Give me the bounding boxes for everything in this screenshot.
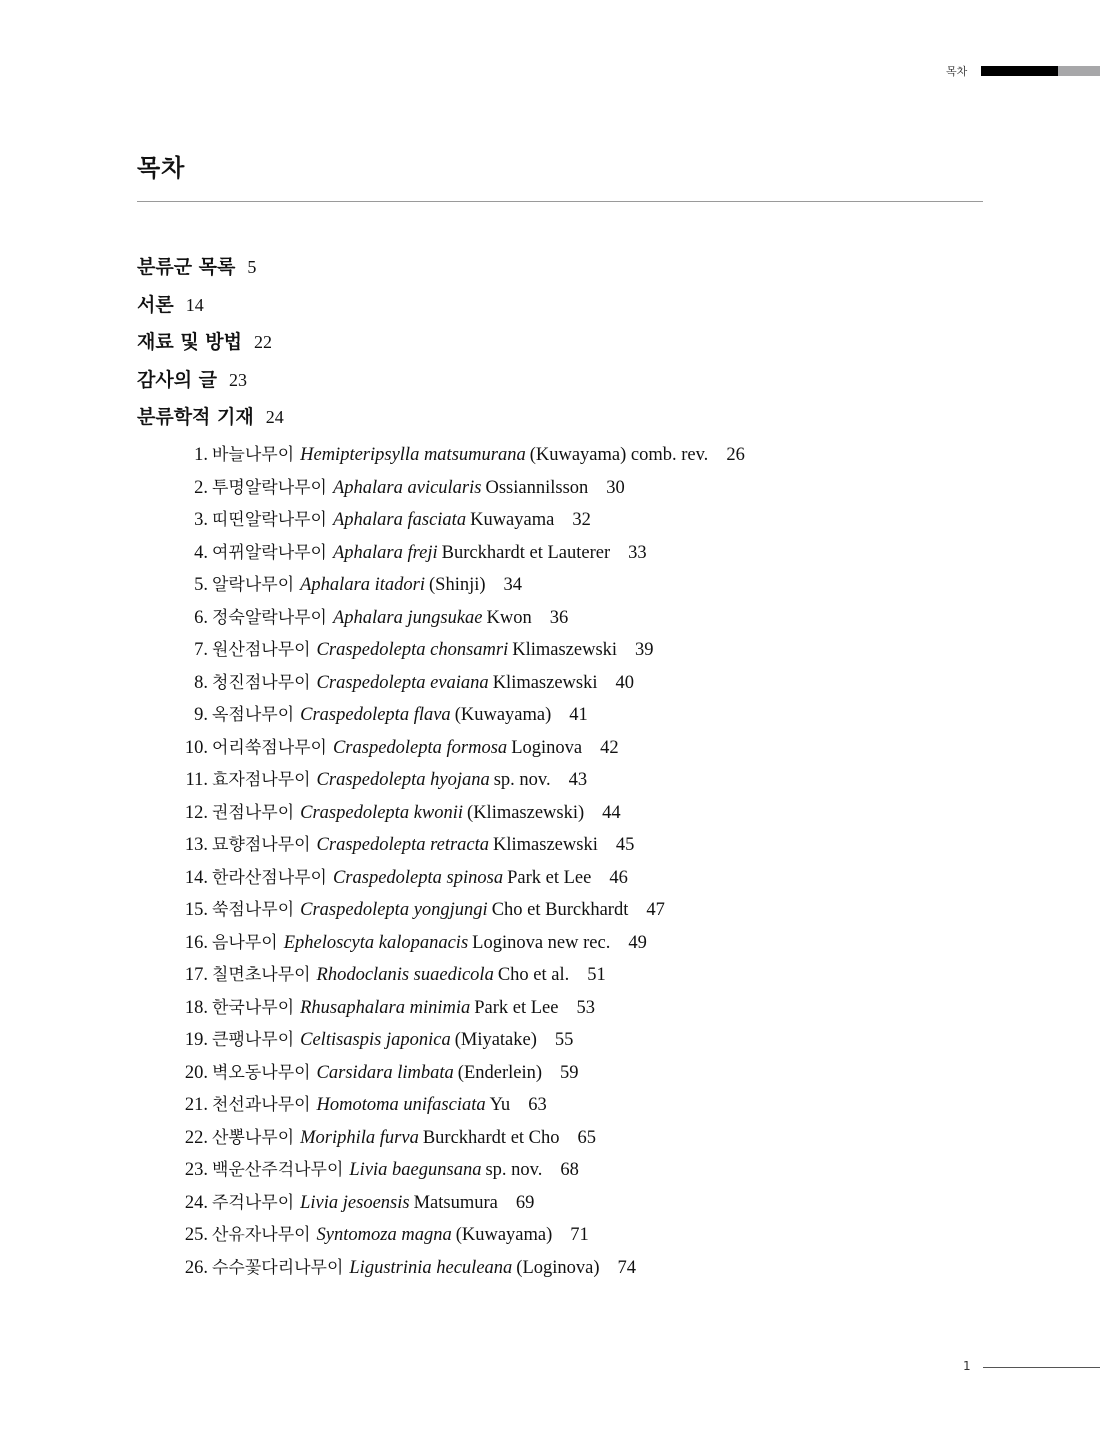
korean-name: 청진점나무이 <box>212 672 311 693</box>
toc-sections <box>137 252 284 440</box>
entry-page-number: 43 <box>568 770 588 790</box>
korean-name: 원산점나무이 <box>212 640 311 660</box>
entry-page-number: 74 <box>617 1257 637 1278</box>
author-citation: Loginova <box>511 737 583 758</box>
footer-rule <box>983 1367 1100 1368</box>
page-title: 목차 <box>137 154 186 182</box>
korean-name: 묘향점나무이 <box>212 835 311 855</box>
author-citation: (Loginova) <box>516 1257 600 1278</box>
entry-number: 4. <box>194 542 208 563</box>
entry-number: 17. <box>184 965 208 985</box>
entry-number: 14. <box>184 867 208 888</box>
author-citation: (Shinji) <box>429 575 486 595</box>
entry-page-number: 40 <box>615 672 634 693</box>
toc-species-entry[interactable] <box>168 1090 745 1123</box>
entry-page-number: 45 <box>615 835 635 855</box>
author-citation: (Kuwayama) comb. rev. <box>529 445 709 465</box>
toc-species-entry[interactable] <box>168 1123 745 1156</box>
korean-name: 정숙알락나무이 <box>212 607 327 628</box>
author-citation: Klimaszewski <box>493 835 598 855</box>
scientific-name: Livia baegunsana <box>349 1160 482 1180</box>
author-citation: Park et Lee <box>474 997 559 1018</box>
toc-species-entry[interactable] <box>168 440 745 473</box>
entry-number: 22. <box>184 1127 208 1148</box>
entry-page-number: 68 <box>560 1160 579 1180</box>
title-divider <box>137 201 983 202</box>
entry-page-number: 33 <box>628 542 647 563</box>
korean-name: 한국나무이 <box>212 997 295 1018</box>
korean-name: 투명알락나무이 <box>212 477 327 498</box>
author-citation: sp. nov. <box>485 1160 543 1180</box>
toc-species-entry[interactable] <box>168 1188 745 1221</box>
entry-number: 19. <box>184 1030 208 1050</box>
entry-page-number: 39 <box>635 640 654 660</box>
author-citation: Loginova new rec. <box>472 932 611 953</box>
entry-page-number: 69 <box>515 1192 535 1213</box>
entry-number: 5. <box>194 575 208 595</box>
author-citation: Klimaszewski <box>512 640 618 660</box>
entry-page-number: 53 <box>576 997 595 1018</box>
section-page-number: 23 <box>229 369 248 390</box>
toc-species-entry[interactable] <box>168 570 745 603</box>
page-number: 1 <box>963 1359 971 1373</box>
entry-page-number: 41 <box>569 705 588 725</box>
korean-name: 띠띤알락나무이 <box>212 510 327 530</box>
korean-name: 쑥점나무이 <box>212 900 295 920</box>
korean-name: 여뀌알락나무이 <box>212 542 327 563</box>
korean-name: 음나무이 <box>212 932 278 953</box>
entry-number: 3. <box>194 510 208 530</box>
toc-species-entry[interactable] <box>168 635 745 668</box>
author-citation: (Kuwayama) <box>455 1225 553 1245</box>
entry-number: 21. <box>184 1095 208 1115</box>
toc-species-entry[interactable] <box>168 1253 745 1286</box>
section-page-number: 14 <box>185 294 204 315</box>
author-citation: Park et Lee <box>507 867 592 888</box>
author-citation: sp. nov. <box>493 770 551 790</box>
entry-number: 9. <box>194 705 208 725</box>
korean-name: 산유자나무이 <box>212 1225 311 1245</box>
entry-number: 18. <box>184 997 208 1018</box>
toc-species-entry[interactable] <box>168 538 745 571</box>
entry-page-number: 71 <box>570 1225 589 1245</box>
scientific-name: Moriphila furva <box>300 1127 419 1148</box>
entry-number: 12. <box>184 802 208 823</box>
section-label: 분류군 목록 <box>137 256 236 278</box>
toc-species-entry[interactable] <box>168 1025 745 1058</box>
toc-species-list <box>168 440 745 1285</box>
entry-page-number: 44 <box>602 802 621 823</box>
scientific-name: Aphalara itadori <box>300 575 426 595</box>
entry-page-number: 46 <box>609 867 628 888</box>
toc-species-entry[interactable] <box>168 473 745 506</box>
section-page-number: 22 <box>254 332 272 352</box>
korean-name: 천선과나무이 <box>212 1095 311 1115</box>
header-bar-black <box>981 66 1058 76</box>
scientific-name: Homotoma unifasciata <box>316 1095 486 1115</box>
author-citation: Yu <box>489 1095 511 1115</box>
author-citation: (Enderlein) <box>457 1062 543 1083</box>
korean-name: 알락나무이 <box>212 575 295 595</box>
entry-number: 1. <box>194 445 208 465</box>
entry-number: 6. <box>194 607 208 628</box>
entry-number: 11. <box>185 770 208 790</box>
section-page-number: 24 <box>265 407 284 427</box>
author-citation: (Klimaszewski) <box>467 802 585 823</box>
toc-species-entry[interactable] <box>168 700 745 733</box>
author-citation: Ossiannilsson <box>485 477 589 498</box>
section-label: 서론 <box>137 293 174 316</box>
toc-species-entry[interactable] <box>168 1220 745 1253</box>
toc-species-entry[interactable] <box>168 863 745 896</box>
scientific-name: Aphalara fasciata <box>332 510 467 530</box>
toc-species-entry[interactable] <box>168 1155 745 1188</box>
scientific-name: Aphalara jungsukae <box>332 607 483 628</box>
author-citation: (Kuwayama) <box>454 705 552 725</box>
scientific-name: Hemipteripsylla matsumurana <box>300 445 526 465</box>
entry-number: 2. <box>194 477 208 498</box>
author-citation: Kuwayama <box>470 510 555 530</box>
entry-page-number: 63 <box>528 1095 547 1115</box>
scientific-name: Carsidara limbata <box>316 1062 454 1083</box>
korean-name: 산뽕나무이 <box>212 1127 295 1148</box>
korean-name: 한라산점나무이 <box>212 867 327 888</box>
scientific-name: Craspedolepta formosa <box>332 737 508 758</box>
entry-page-number: 55 <box>554 1030 574 1050</box>
korean-name: 효자점나무이 <box>212 770 311 790</box>
korean-name: 벽오동나무이 <box>212 1062 311 1083</box>
author-citation: Burckhardt et Lauterer <box>441 542 611 563</box>
toc-species-entry[interactable] <box>168 960 745 993</box>
scientific-name: Ligustrinia heculeana <box>349 1257 513 1278</box>
author-citation: Cho et Burckhardt <box>491 900 629 920</box>
section-label: 재료 및 방법 <box>137 331 242 353</box>
toc-species-entry[interactable] <box>168 895 745 928</box>
section-label: 감사의 글 <box>137 368 218 391</box>
entry-number: 7. <box>194 640 208 660</box>
korean-name: 권점나무이 <box>212 802 295 823</box>
scientific-name: Craspedolepta flava <box>300 705 451 725</box>
toc-species-entry[interactable] <box>168 505 745 538</box>
korean-name: 큰팽나무이 <box>212 1030 295 1050</box>
entry-number: 25. <box>184 1225 208 1245</box>
entry-number: 15. <box>184 900 208 920</box>
toc-section-link[interactable] <box>137 252 284 290</box>
korean-name: 옥점나무이 <box>212 705 295 725</box>
korean-name: 주걱나무이 <box>212 1192 295 1213</box>
entry-number: 26. <box>184 1257 208 1278</box>
toc-section-link[interactable] <box>137 327 284 365</box>
section-page-number: 5 <box>247 257 257 277</box>
entry-page-number: 42 <box>600 737 619 758</box>
scientific-name: Aphalara freji <box>332 542 438 563</box>
toc-species-entry[interactable] <box>168 993 745 1026</box>
scientific-name: Craspedolepta yongjungi <box>300 900 488 920</box>
toc-species-entry[interactable] <box>168 765 745 798</box>
entry-page-number: 32 <box>572 510 591 530</box>
entry-page-number: 36 <box>549 607 569 628</box>
entry-page-number: 51 <box>587 965 606 985</box>
entry-number: 13. <box>184 835 208 855</box>
toc-species-entry[interactable] <box>168 603 745 636</box>
author-citation: (Miyatake) <box>454 1030 537 1050</box>
scientific-name: Craspedolepta kwonii <box>300 802 464 823</box>
scientific-name: Aphalara avicularis <box>332 477 482 498</box>
korean-name: 어리쑥점나무이 <box>212 737 327 758</box>
scientific-name: Craspedolepta evaiana <box>316 672 489 693</box>
entry-page-number: 47 <box>646 900 665 920</box>
scientific-name: Syntomoza magna <box>316 1225 452 1245</box>
korean-name: 바늘나무이 <box>212 445 295 465</box>
toc-species-entry[interactable] <box>168 798 745 831</box>
entry-page-number: 65 <box>577 1127 597 1148</box>
entry-number: 8. <box>194 672 208 693</box>
entry-number: 24. <box>184 1192 208 1213</box>
korean-name: 칠면초나무이 <box>212 965 311 985</box>
toc-species-entry[interactable] <box>168 1058 745 1091</box>
toc-section-link[interactable] <box>137 290 284 328</box>
scientific-name: Epheloscyta kalopanacis <box>283 932 469 953</box>
scientific-name: Rhodoclanis suaedicola <box>316 965 494 985</box>
toc-species-entry[interactable] <box>168 830 745 863</box>
scientific-name: Celtisaspis japonica <box>300 1030 451 1050</box>
author-citation: Kwon <box>486 607 532 628</box>
korean-name: 백운산주걱나무이 <box>212 1160 344 1180</box>
scientific-name: Craspedolepta hyojana <box>316 770 490 790</box>
entry-number: 23. <box>184 1160 208 1180</box>
entry-page-number: 59 <box>560 1062 579 1083</box>
entry-number: 16. <box>184 932 208 953</box>
scientific-name: Craspedolepta retracta <box>316 835 490 855</box>
scientific-name: Craspedolepta spinosa <box>332 867 504 888</box>
author-citation: Matsumura <box>413 1192 498 1213</box>
scientific-name: Livia jesoensis <box>300 1192 410 1213</box>
toc-section-link[interactable] <box>137 402 284 440</box>
entry-page-number: 49 <box>628 932 647 953</box>
section-label: 분류학적 기재 <box>137 406 254 428</box>
korean-name: 수수꽃다리나무이 <box>212 1257 344 1278</box>
toc-species-entry[interactable] <box>168 733 745 766</box>
header-bar-gray <box>1058 66 1100 76</box>
toc-species-entry[interactable] <box>168 668 745 701</box>
entry-page-number: 30 <box>606 477 625 498</box>
toc-species-entry[interactable] <box>168 928 745 961</box>
toc-section-link[interactable] <box>137 365 284 403</box>
author-citation: Klimaszewski <box>492 672 598 693</box>
entry-number: 10. <box>184 737 208 758</box>
scientific-name: Rhusaphalara minimia <box>300 997 471 1018</box>
author-citation: Burckhardt et Cho <box>422 1127 560 1148</box>
entry-page-number: 26 <box>726 445 745 465</box>
running-header-title: 목차 <box>946 65 968 78</box>
author-citation: Cho et al. <box>497 965 570 985</box>
scientific-name: Craspedolepta chonsamri <box>316 640 509 660</box>
entry-number: 20. <box>184 1062 208 1083</box>
entry-page-number: 34 <box>503 575 523 595</box>
